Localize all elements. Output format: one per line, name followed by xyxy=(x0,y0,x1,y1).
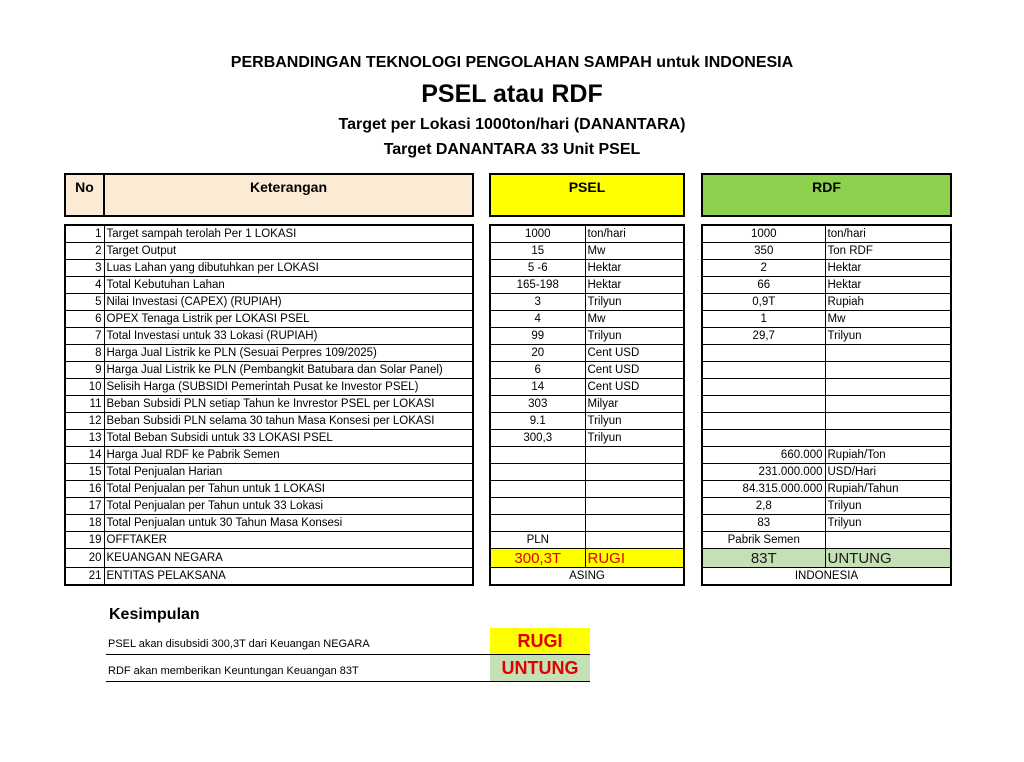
rdf-unit: UNTUNG xyxy=(825,549,951,568)
psel-row xyxy=(490,430,684,447)
psel-unit: Cent USD xyxy=(585,362,684,379)
row-number: 13 xyxy=(65,430,104,447)
rdf-table xyxy=(701,224,952,586)
rdf-row xyxy=(702,430,951,447)
psel-value: 4 xyxy=(490,311,585,328)
row-number: 17 xyxy=(65,498,104,515)
column-header-rdf: RDF xyxy=(701,173,952,217)
psel-value: 6 xyxy=(490,362,585,379)
psel-unit: Mw xyxy=(585,243,684,260)
row-keterangan: OFFTAKER xyxy=(104,532,473,549)
subheading-target-lokasi: Target per Lokasi 1000ton/hari (DANANTARA) xyxy=(338,116,686,133)
rdf-unit: Trilyun xyxy=(825,515,951,532)
rdf-row xyxy=(702,362,951,379)
rdf-value: 350 xyxy=(702,243,825,260)
rdf-value: Pabrik Semen xyxy=(702,532,825,549)
row-keterangan: Harga Jual Listrik ke PLN (Sesuai Perpres 109/2025) xyxy=(104,345,473,362)
rdf-value: 0,9T xyxy=(702,294,825,311)
document-title: PERBANDINGAN TEKNOLOGI PENGOLAHAN SAMPAH untuk INDONESIA xyxy=(230,54,794,71)
psel-value: 303 xyxy=(490,396,585,413)
psel-value: 5 -6 xyxy=(490,260,585,277)
psel-value: 3 xyxy=(490,294,585,311)
main-heading: PSEL atau RDF xyxy=(421,80,603,108)
row-keterangan: Harga Jual RDF ke Pabrik Semen xyxy=(104,447,473,464)
psel-row xyxy=(490,396,684,413)
psel-unit: Trilyun xyxy=(585,294,684,311)
kesimpulan-badge-untung: UNTUNG xyxy=(490,655,590,681)
rdf-value: 29,7 xyxy=(702,328,825,345)
rdf-unit: Rupiah/Tahun xyxy=(825,481,951,498)
rdf-value xyxy=(702,413,825,430)
table-row xyxy=(65,532,473,549)
kesimpulan-badge-rugi: RUGI xyxy=(490,628,590,654)
psel-row xyxy=(490,294,684,311)
row-number: 16 xyxy=(65,481,104,498)
row-number: 2 xyxy=(65,243,104,260)
psel-row xyxy=(490,498,684,515)
row-keterangan: Target sampah terolah Per 1 LOKASI xyxy=(104,225,473,243)
row-keterangan: Total Kebutuhan Lahan xyxy=(104,277,473,294)
psel-row xyxy=(490,549,684,568)
row-number: 9 xyxy=(65,362,104,379)
psel-value xyxy=(490,464,585,481)
psel-value: 165-198 xyxy=(490,277,585,294)
row-number: 10 xyxy=(65,379,104,396)
psel-unit: Trilyun xyxy=(585,430,684,447)
row-number: 7 xyxy=(65,328,104,345)
row-number: 18 xyxy=(65,515,104,532)
rdf-row xyxy=(702,345,951,362)
rdf-unit: Mw xyxy=(825,311,951,328)
rdf-row xyxy=(702,532,951,549)
subheading-target-unit: Target DANANTARA 33 Unit PSEL xyxy=(383,141,641,158)
keterangan-table xyxy=(64,224,474,586)
row-keterangan: Nilai Investasi (CAPEX) (RUPIAH) xyxy=(104,294,473,311)
table-row xyxy=(65,277,473,294)
row-number: 5 xyxy=(65,294,104,311)
rdf-unit xyxy=(825,396,951,413)
rdf-value: 2 xyxy=(702,260,825,277)
psel-row xyxy=(490,260,684,277)
psel-unit: Trilyun xyxy=(585,328,684,345)
psel-unit xyxy=(585,447,684,464)
rdf-row xyxy=(702,464,951,481)
rdf-unit: Hektar xyxy=(825,277,951,294)
row-keterangan: Total Penjualan Harian xyxy=(104,464,473,481)
psel-unit xyxy=(585,515,684,532)
table-row xyxy=(65,260,473,277)
table-row xyxy=(65,568,473,586)
psel-value xyxy=(490,515,585,532)
table-row xyxy=(65,243,473,260)
table-row xyxy=(65,481,473,498)
kesimpulan-title: Kesimpulan xyxy=(109,606,200,623)
psel-row xyxy=(490,328,684,345)
psel-value: 1000 xyxy=(490,225,585,243)
table-row xyxy=(65,413,473,430)
psel-value xyxy=(490,498,585,515)
psel-row xyxy=(490,532,684,549)
psel-row xyxy=(490,311,684,328)
rdf-row xyxy=(702,328,951,345)
table-row xyxy=(65,379,473,396)
psel-unit: Trilyun xyxy=(585,413,684,430)
rdf-value: 660.000 xyxy=(702,447,825,464)
kesimpulan-text-rdf: RDF akan memberikan Keuntungan Keuangan 83T xyxy=(108,665,359,677)
rdf-unit: Rupiah/Ton xyxy=(825,447,951,464)
rdf-unit xyxy=(825,532,951,549)
psel-unit: Cent USD xyxy=(585,379,684,396)
row-number: 11 xyxy=(65,396,104,413)
rdf-row xyxy=(702,277,951,294)
rdf-value xyxy=(702,396,825,413)
psel-value xyxy=(490,447,585,464)
psel-row xyxy=(490,225,684,243)
row-keterangan: Harga Jual Listrik ke PLN (Pembangkit Batubara dan Solar Panel) xyxy=(104,362,473,379)
psel-row xyxy=(490,447,684,464)
psel-value: 14 xyxy=(490,379,585,396)
rdf-unit: ton/hari xyxy=(825,225,951,243)
row-number: 6 xyxy=(65,311,104,328)
row-keterangan: OPEX Tenaga Listrik per LOKASI PSEL xyxy=(104,311,473,328)
rdf-row xyxy=(702,568,951,586)
column-header-keterangan: Keterangan xyxy=(103,173,474,217)
row-number: 14 xyxy=(65,447,104,464)
row-keterangan: Selisih Harga (SUBSIDI Pemerintah Pusat ke Investor PSEL) xyxy=(104,379,473,396)
psel-value: 15 xyxy=(490,243,585,260)
row-number: 4 xyxy=(65,277,104,294)
rdf-row xyxy=(702,311,951,328)
rdf-value: 83T xyxy=(702,549,825,568)
rdf-unit xyxy=(825,345,951,362)
row-keterangan: Total Penjualan per Tahun untuk 33 Lokasi xyxy=(104,498,473,515)
table-row xyxy=(65,396,473,413)
table-row xyxy=(65,430,473,447)
table-row xyxy=(65,362,473,379)
psel-row xyxy=(490,481,684,498)
psel-row xyxy=(490,413,684,430)
rdf-unit: USD/Hari xyxy=(825,464,951,481)
psel-value: PLN xyxy=(490,532,585,549)
psel-unit: Mw xyxy=(585,311,684,328)
rdf-value xyxy=(702,430,825,447)
row-keterangan: Total Investasi untuk 33 Lokasi (RUPIAH) xyxy=(104,328,473,345)
row-keterangan: KEUANGAN NEGARA xyxy=(104,549,473,568)
row-keterangan: Total Penjualan untuk 30 Tahun Masa Konsesi xyxy=(104,515,473,532)
row-number: 1 xyxy=(65,225,104,243)
rdf-entitas: INDONESIA xyxy=(702,568,951,586)
row-number: 19 xyxy=(65,532,104,549)
rdf-unit: Hektar xyxy=(825,260,951,277)
psel-unit: Milyar xyxy=(585,396,684,413)
rdf-value xyxy=(702,379,825,396)
row-keterangan: ENTITAS PELAKSANA xyxy=(104,568,473,586)
psel-table xyxy=(489,224,685,586)
psel-row xyxy=(490,277,684,294)
row-number: 20 xyxy=(65,549,104,568)
table-row xyxy=(65,447,473,464)
rdf-value: 83 xyxy=(702,515,825,532)
table-row xyxy=(65,225,473,243)
rdf-value: 231.000.000 xyxy=(702,464,825,481)
rdf-unit xyxy=(825,430,951,447)
psel-row xyxy=(490,515,684,532)
rdf-value xyxy=(702,345,825,362)
row-number: 15 xyxy=(65,464,104,481)
psel-value xyxy=(490,481,585,498)
psel-unit: Cent USD xyxy=(585,345,684,362)
row-keterangan: Target Output xyxy=(104,243,473,260)
rdf-value: 1 xyxy=(702,311,825,328)
psel-unit: Hektar xyxy=(585,277,684,294)
psel-unit: ton/hari xyxy=(585,225,684,243)
psel-unit xyxy=(585,481,684,498)
psel-unit xyxy=(585,464,684,481)
psel-entitas: ASING xyxy=(490,568,684,586)
psel-row xyxy=(490,243,684,260)
psel-row xyxy=(490,379,684,396)
rdf-value: 66 xyxy=(702,277,825,294)
psel-value: 9.1 xyxy=(490,413,585,430)
rdf-value: 84.315.000.000 xyxy=(702,481,825,498)
row-keterangan: Total Beban Subsidi untuk 33 LOKASI PSEL xyxy=(104,430,473,447)
psel-value: 20 xyxy=(490,345,585,362)
rdf-row xyxy=(702,498,951,515)
column-header-psel: PSEL xyxy=(489,173,685,217)
rdf-row xyxy=(702,447,951,464)
rdf-row xyxy=(702,481,951,498)
rdf-unit: Trilyun xyxy=(825,498,951,515)
table-row xyxy=(65,549,473,568)
row-keterangan: Beban Subsidi PLN selama 30 tahun Masa Konsesi per LOKASI xyxy=(104,413,473,430)
rdf-unit xyxy=(825,362,951,379)
rdf-unit xyxy=(825,379,951,396)
rdf-unit: Trilyun xyxy=(825,328,951,345)
psel-unit xyxy=(585,498,684,515)
psel-unit xyxy=(585,532,684,549)
psel-row xyxy=(490,464,684,481)
rdf-row xyxy=(702,549,951,568)
row-number: 8 xyxy=(65,345,104,362)
psel-unit: Hektar xyxy=(585,260,684,277)
table-row xyxy=(65,311,473,328)
rdf-row xyxy=(702,243,951,260)
psel-row xyxy=(490,568,684,586)
table-row xyxy=(65,515,473,532)
psel-row xyxy=(490,362,684,379)
rdf-value: 2,8 xyxy=(702,498,825,515)
psel-value: 300,3 xyxy=(490,430,585,447)
row-keterangan: Beban Subsidi PLN setiap Tahun ke Invrestor PSEL per LOKASI xyxy=(104,396,473,413)
row-number: 12 xyxy=(65,413,104,430)
table-row xyxy=(65,464,473,481)
rdf-row xyxy=(702,515,951,532)
rdf-row xyxy=(702,396,951,413)
kesimpulan-text-psel: PSEL akan disubsidi 300,3T dari Keuangan NEGARA xyxy=(108,638,370,650)
column-header-no: No xyxy=(64,173,105,217)
row-keterangan: Luas Lahan yang dibutuhkan per LOKASI xyxy=(104,260,473,277)
table-row xyxy=(65,345,473,362)
rdf-unit: Rupiah xyxy=(825,294,951,311)
psel-value: 99 xyxy=(490,328,585,345)
row-number: 21 xyxy=(65,568,104,586)
rdf-row xyxy=(702,294,951,311)
row-number: 3 xyxy=(65,260,104,277)
rdf-value: 1000 xyxy=(702,225,825,243)
rdf-unit: Ton RDF xyxy=(825,243,951,260)
table-row xyxy=(65,328,473,345)
rdf-row xyxy=(702,413,951,430)
psel-value: 300,3T xyxy=(490,549,585,568)
rdf-row xyxy=(702,379,951,396)
rdf-row xyxy=(702,260,951,277)
table-row xyxy=(65,498,473,515)
rdf-value xyxy=(702,362,825,379)
rdf-row xyxy=(702,225,951,243)
psel-row xyxy=(490,345,684,362)
table-row xyxy=(65,294,473,311)
row-keterangan: Total Penjualan per Tahun untuk 1 LOKASI xyxy=(104,481,473,498)
psel-unit: RUGI xyxy=(585,549,684,568)
rdf-unit xyxy=(825,413,951,430)
